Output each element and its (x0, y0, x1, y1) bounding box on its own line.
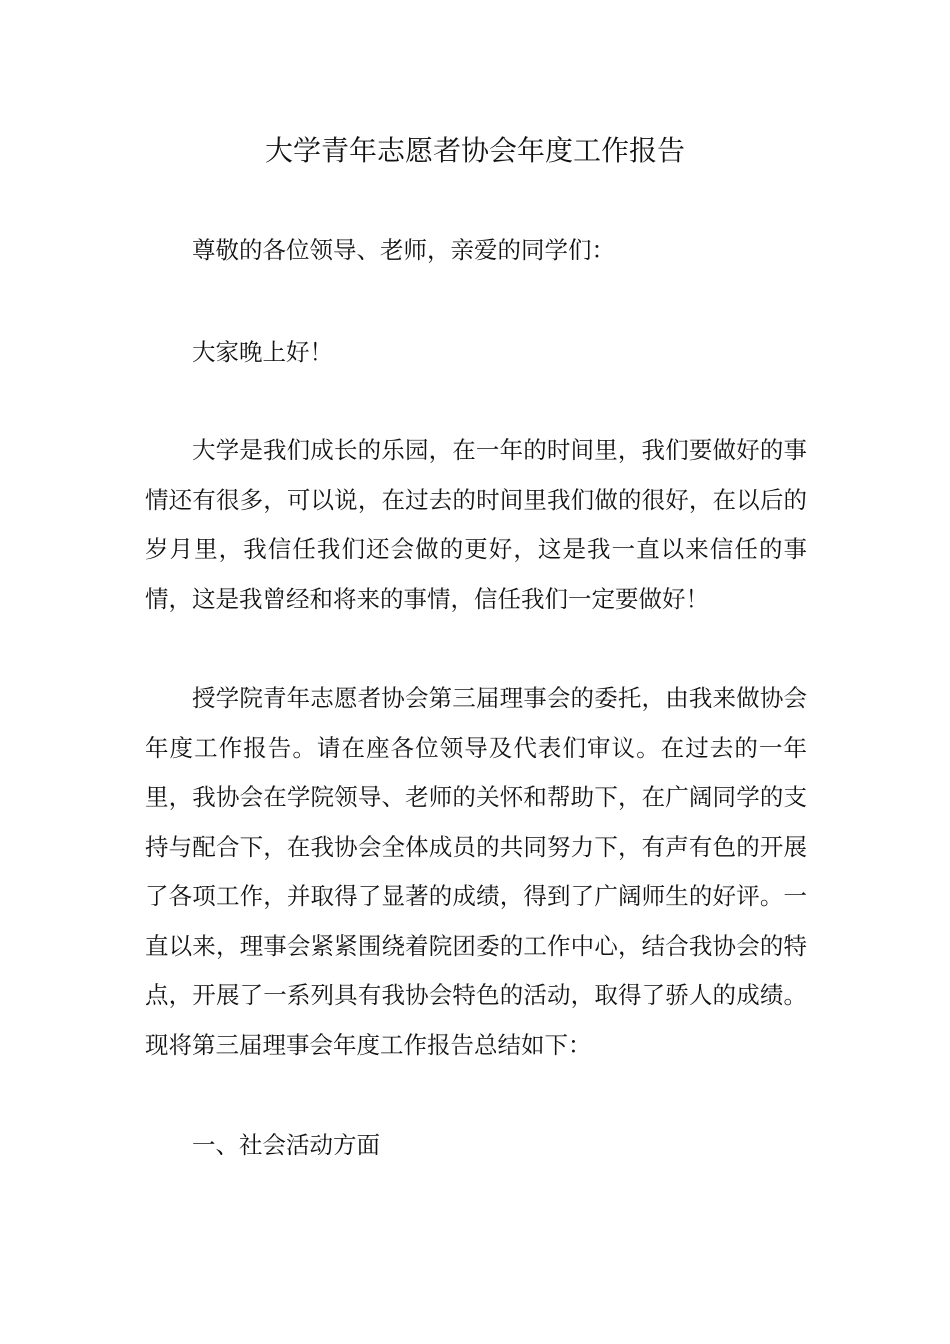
paragraph-intro: 大学是我们成长的乐园，在一年的时间里，我们要做好的事情还有很多，可以说，在过去的时间里我们做的很好，在以后的岁月里，我信任我们还会做的更好，这是我一直以来信任的事情，这是我曾经和将来的事情，信任我们一定要做好！ (145, 436, 807, 613)
document-title: 大学青年志愿者协会年度工作报告 (264, 134, 685, 167)
salutation-line: 大家晚上好！ (192, 338, 333, 366)
greeting-line: 尊敬的各位领导、老师，亲爱的同学们： (192, 236, 615, 264)
section-heading: 一、社会活动方面 (192, 1131, 380, 1159)
paragraph-report: 授学院青年志愿者协会第三届理事会的委托，由我来做协会年度工作报告。请在座各位领导及代表们审议。在过去的一年里，我协会在学院领导、老师的关怀和帮助下，在广阔同学的支持与配合下，在我协会全体成员的共同努力下，有声有色的开展了各项工作，并取得了显著的成绩，得到了广阔师生的好评。一直以来，理事会紧紧围绕着院团委的工作中心，结合我协会的特点，开展了一系列具有我协会特色的活动，取得了骄人的成绩。现将第三届理事会年度工作报告总结如下： (145, 684, 807, 1059)
